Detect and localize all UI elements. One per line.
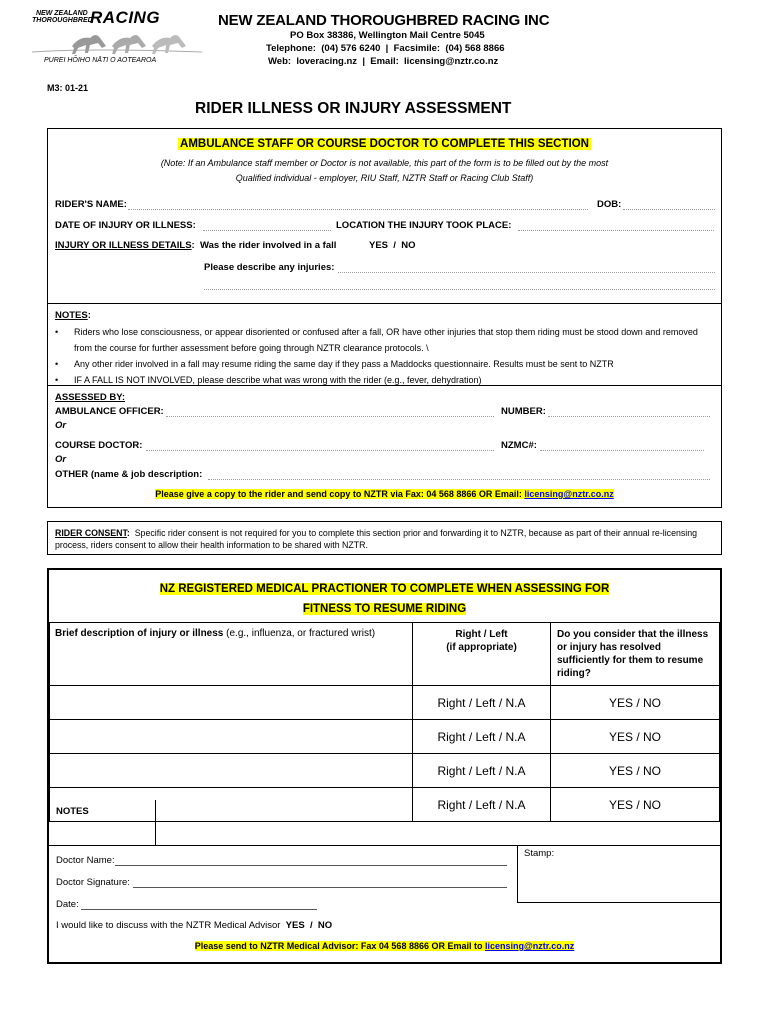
section1-footer-text: Please give a copy to the rider and send copy to NZTR via Fax: 04 568 8866 OR Email: — [155, 489, 525, 499]
consent-box: RIDER CONSENT: Specific rider consent is not required for you to complete this section prior and forwarding it to NZTR, because as part of their annual re-licensing process, riders consent to allow their health information to be shared with NZTR. — [47, 521, 722, 555]
notes-heading: NOTES — [55, 310, 88, 321]
logo-word: RACING — [90, 8, 161, 27]
resume-cell[interactable]: YES / NO — [551, 720, 720, 754]
side-cell[interactable]: Right / Left / N.A — [413, 720, 551, 754]
consent-label: RIDER CONSENT — [55, 528, 127, 538]
stamp-box[interactable] — [517, 845, 721, 903]
section2-footer — [195, 941, 575, 951]
or-label: Or — [55, 454, 67, 465]
section2-heading-line2: FITNESS TO RESUME RIDING — [302, 603, 467, 615]
logo-line1: NEW ZEALAND — [36, 10, 88, 17]
number-field[interactable] — [548, 406, 710, 417]
date-of-injury-label: DATE OF INJURY OR ILLNESS: — [55, 220, 196, 231]
details-label: INJURY OR ILLNESS DETAILS — [55, 240, 192, 251]
resume-cell[interactable]: YES / NO — [551, 788, 720, 822]
section-medical — [47, 568, 722, 964]
logo-tagline: PUREI HŌIHO NĀTI O AOTEAROA — [44, 57, 157, 64]
form-title: RIDER ILLNESS OR INJURY ASSESSMENT — [195, 100, 512, 117]
description-cell[interactable] — [50, 720, 413, 754]
org-web: Web: loveracing.nz | Email: licensing@nztr.co.nz — [268, 56, 499, 67]
description-cell[interactable] — [50, 686, 413, 720]
divider — [48, 385, 721, 386]
course-doctor-field[interactable] — [146, 440, 494, 451]
fall-yes-no[interactable]: YES / NO — [369, 240, 416, 251]
table-row — [50, 720, 720, 754]
date-label: Date: — [56, 899, 79, 910]
stamp-label: Stamp: — [524, 848, 555, 859]
section1-note-line2: Qualified individual - employer, RIU Staff, NZTR Staff or Racing Club Staff) — [235, 173, 534, 183]
description-cell[interactable] — [50, 754, 413, 788]
course-doctor-label: COURSE DOCTOR: — [55, 440, 143, 451]
fall-question: Was the rider involved in a fall — [200, 240, 337, 251]
side-cell[interactable]: Right / Left / N.A — [413, 754, 551, 788]
discuss-text: I would like to discuss with the NZTR Medical Advisor — [56, 920, 281, 931]
table-row — [50, 686, 720, 720]
col-resume-header: Do you consider that the illness or injury has resolved sufficiently for them to resume riding? — [551, 623, 720, 686]
riders-name-label: RIDER'S NAME: — [55, 199, 127, 210]
section1-note-line1: (Note: If an Ambulance staff member or Doctor is not available, this part of the form is to be filled out by the most — [160, 158, 609, 168]
ambulance-officer-label: AMBULANCE OFFICER: — [55, 406, 164, 417]
org-address: PO Box 38386, Wellington Mail Centre 5045 — [290, 30, 485, 41]
describe-injuries-label: Please describe any injuries: — [204, 262, 335, 273]
section1-footer-email[interactable]: licensing@nztr.co.nz — [524, 489, 614, 499]
assessment-table — [49, 622, 720, 822]
nzmc-field[interactable] — [540, 440, 704, 451]
org-name: NEW ZEALAND THOROUGHBRED RACING INC — [218, 12, 550, 29]
other-label: OTHER (name & job description: — [55, 469, 203, 480]
or-label: Or — [55, 420, 67, 431]
note-item: • IF A FALL IS NOT INVOLVED, please describe what was wrong with the rider (e.g., fever, dehydration) — [52, 372, 707, 388]
note-item: • Riders who lose consciousness, or appear disoriented or confused after a fall, OR have other injuries that stop them riding must be stood down and removed from the course for further assessment before going through NZTR clearance protocols. \ — [52, 324, 707, 356]
resume-cell[interactable]: YES / NO — [551, 686, 720, 720]
date-field[interactable] — [81, 899, 317, 910]
org-phones: Telephone: (04) 576 6240 | Facsimile: (04) 568 8866 — [266, 43, 505, 54]
doctor-name-field[interactable] — [115, 855, 507, 866]
riders-name-field[interactable] — [128, 199, 588, 210]
notes-label: NOTES — [56, 806, 89, 817]
col-description-header: Brief description of injury or illness (e.g., influenza, or fractured wrist) — [50, 623, 413, 686]
side-cell[interactable]: Right / Left / N.A — [413, 788, 551, 822]
section2-footer-text: Please send to NZTR Medical Advisor: Fax 04 568 8866 OR Email to — [194, 941, 485, 951]
discuss-yes-no[interactable]: YES / NO — [285, 920, 333, 931]
doctor-name-label: Doctor Name: — [56, 855, 115, 866]
notes-field[interactable] — [157, 800, 720, 845]
other-field[interactable] — [208, 469, 710, 480]
divider — [48, 303, 721, 304]
form-code: M3: 01-21 — [47, 83, 89, 93]
section-ambulance: AMBULANCE STAFF OR COURSE DOCTOR TO COMPLETE THIS SECTION (Note: If an Ambulance staff member or Doctor is not available, this part of the form is to be filled out by the most Qualified individual - employer, RIU Staff, NZTR Staff or Racing Club Staff) RIDER'S NAME: DOB: DATE OF INJURY OR ILLNESS: LOCATION THE INJURY TOOK PLACE: INJURY OR ILLNESS DETAILS: Was the rider involved in a fall YES / NO Please describe any injuries: NOTES: • Riders who lose consciousness, or appear disoriented or confused after a fall, OR have other injuries that stop them riding must be stood down and removed from the course for further assessment before going through NZTR clearance protocols. \ • Any other rider involved in a fall may resume riding the same day if they pass a Maddocks questionnaire. Results must be sent to NZTR • IF A FALL IS NOT INVOLVED, please describe what was wrong with the rider (e.g., fever, dehydration) ASSESSED BY: AMBULANCE OFFICER: NUMBER: Or COURSE DOCTOR: NZMC#: Or OTHER (name & job description: Please give a copy to the rider and send copy to NZTR via Fax: 04 568 8866 OR Email: licensing@nztr.co.nz — [47, 128, 722, 508]
dob-label: DOB: — [597, 199, 622, 210]
nzmc-label: NZMC#: — [501, 440, 537, 451]
section2-heading-line1: NZ REGISTERED MEDICAL PRACTIONER TO COMPLETE WHEN ASSESSING FOR — [159, 583, 610, 595]
col-side-header: Right / Left (if appropriate) — [413, 623, 551, 686]
section1-footer — [155, 489, 613, 499]
describe-injuries-field-2[interactable] — [204, 279, 715, 290]
describe-injuries-field-1[interactable] — [338, 262, 715, 273]
doctor-signature-label: Doctor Signature: — [56, 877, 130, 888]
date-of-injury-field[interactable] — [203, 220, 331, 231]
location-field[interactable] — [518, 220, 714, 231]
consent-text: Specific rider consent is not required for you to complete this section prior and forwarding it to NZTR, because as part of their annual re-licensing process, riders consent to allow their health information to be shared with NZTR. — [55, 528, 697, 550]
table-header-row — [50, 623, 720, 686]
section1-heading: AMBULANCE STAFF OR COURSE DOCTOR TO COMPLETE THIS SECTION — [180, 138, 589, 150]
side-cell[interactable]: Right / Left / N.A — [413, 686, 551, 720]
assessed-by-label: ASSESSED BY: — [55, 392, 126, 403]
doctor-signature-field[interactable] — [133, 877, 507, 888]
ambulance-officer-field[interactable] — [166, 406, 494, 417]
resume-cell[interactable]: YES / NO — [551, 754, 720, 788]
table-row — [50, 754, 720, 788]
location-label: LOCATION THE INJURY TOOK PLACE — [336, 220, 509, 231]
logo — [30, 10, 205, 68]
notes-row — [49, 800, 720, 846]
note-item: • Any other rider involved in a fall may resume riding the same day if they pass a Maddocks questionnaire. Results must be sent to NZTR — [52, 356, 707, 372]
number-label: NUMBER: — [501, 406, 546, 417]
horses-logo-icon — [32, 26, 204, 56]
dob-field[interactable] — [623, 199, 715, 210]
logo-line2: THOROUGHBRED — [32, 17, 93, 24]
section2-footer-email[interactable]: licensing@nztr.co.nz — [484, 941, 575, 951]
notes-list — [52, 324, 707, 388]
